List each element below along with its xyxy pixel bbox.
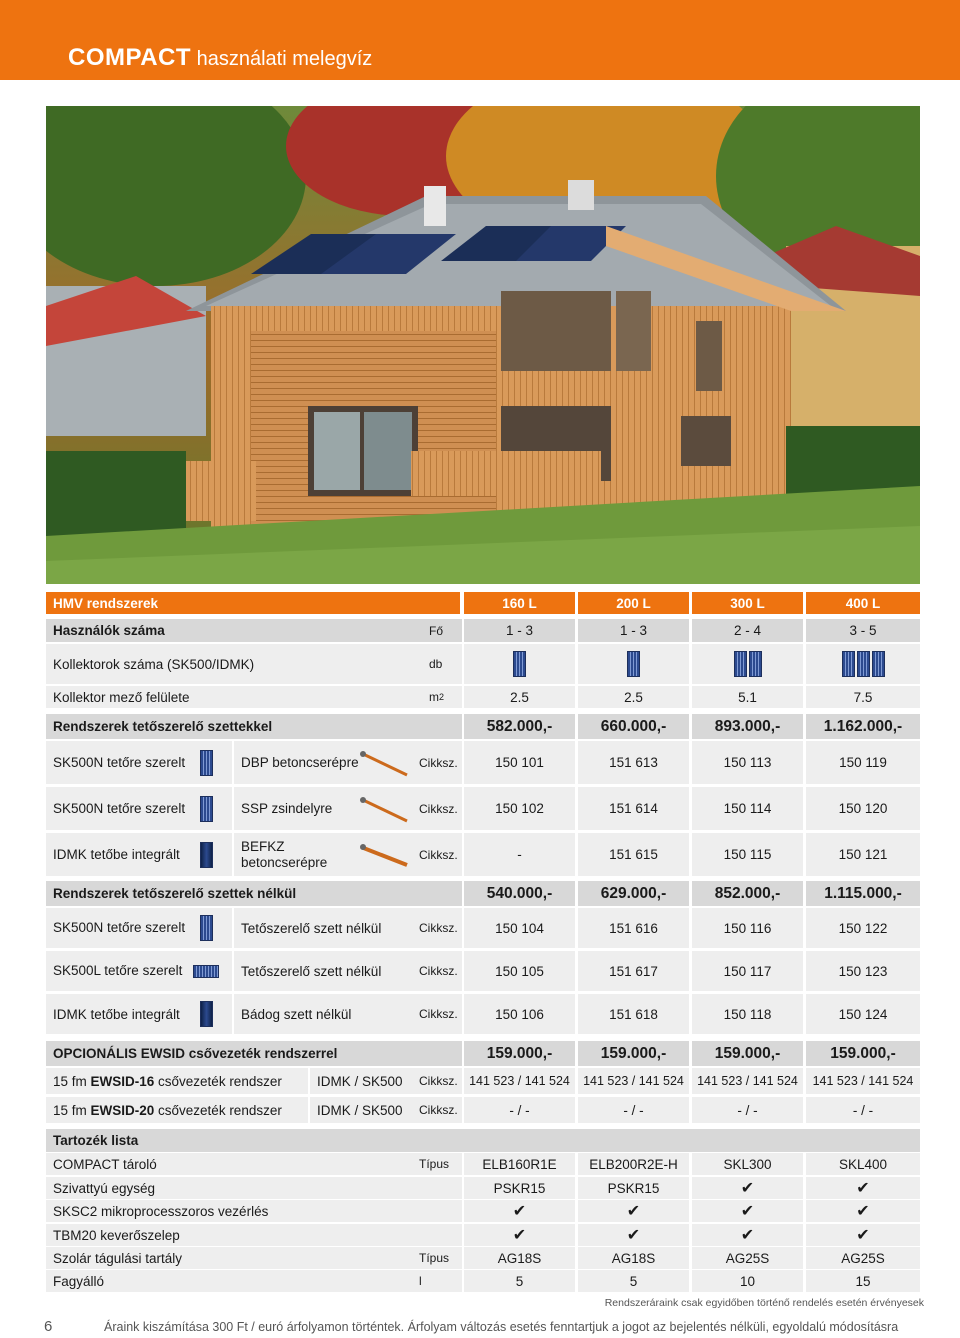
accessory-200: PSKR15 [578,1177,689,1199]
mount-name: Tetőszerelő szett nélkül [234,951,420,991]
footer-disclaimer: Áraink kiszámítása 300 Ft / euró árfolyamon történtek. Árfolyam változás esetés fenntartjuk a jogot az bejelentés nélküli, egyoldalú módosításra [104,1320,899,1334]
table-row [46,644,920,684]
accessory-unit: Típus [412,1247,462,1269]
users-label: Használók száma [46,619,422,642]
with-mount-label: Rendszerek tetőszerelő szettekkel [46,714,462,739]
collectors-200 [578,644,689,684]
accessory-name: Szivattyú egység [46,1177,412,1199]
check-icon: ✔ [806,1177,920,1199]
accessory-200: ELB200R2E-H [578,1153,689,1175]
code-200: 151 614 [578,787,689,830]
pipe-prefix: 15 fm [53,1102,91,1118]
code-160: 150 104 [464,908,575,948]
collectors-label: Kollektorok száma (SK500/IDMK) [46,644,422,684]
table-row [46,951,920,991]
table-row [46,833,920,876]
code-400: 150 124 [806,994,920,1034]
pipe-system-name [46,1097,308,1123]
area-300: 5.1 [692,686,803,708]
code-300: 150 113 [692,741,803,784]
area-label: Kollektor mező felülete [46,686,422,708]
section-header-ewsid [46,1041,920,1066]
code-160: 150 105 [464,951,575,991]
mounting-hook-icon [357,795,413,825]
code-300: - / - [692,1097,803,1123]
accessory-300: SKL300 [692,1153,803,1175]
with-mount-price-200: 660.000,- [578,714,689,739]
collectors-400 [806,644,920,684]
integrated-collector-icon [196,833,216,876]
section-header-with-mount [46,714,920,739]
code-unit: Cikksz. [412,1097,462,1123]
table-row [46,741,920,784]
area-unit-base: m [429,690,439,704]
without-mount-label: Rendszerek tetőszerelő szettek nélkül [46,881,462,906]
code-400: 150 123 [806,951,920,991]
col-400: 400 L [806,592,920,614]
title-rest: használati melegvíz [196,48,373,70]
table-row [46,1200,920,1222]
table-row [46,1153,920,1175]
users-160: 1 - 3 [464,619,575,642]
ewsid-price-300: 159.000,- [692,1041,803,1066]
code-unit: Cikksz. [412,833,462,876]
accessory-unit [412,1200,462,1222]
without-mount-price-160: 540.000,- [464,881,575,906]
accessory-unit: l [412,1270,462,1292]
area-unit [422,686,462,708]
code-400: 150 121 [806,833,920,876]
accessory-400: 15 [806,1270,920,1292]
accessory-unit [412,1224,462,1246]
accessory-name: TBM20 keverőszelep [46,1224,412,1246]
accessory-400: SKL400 [806,1153,920,1175]
code-400: - / - [806,1097,920,1123]
mount-name: SSP zsindelyre [234,787,420,830]
code-200: - / - [578,1097,689,1123]
pipe-prefix: 15 fm [53,1073,91,1089]
without-mount-price-300: 852.000,- [692,881,803,906]
table-row [46,1097,920,1123]
mount-name: DBP betoncserépre [234,741,420,784]
code-unit: Cikksz. [412,741,462,784]
accessory-160: AG18S [464,1247,575,1269]
accessory-400: AG25S [806,1247,920,1269]
check-icon: ✔ [578,1224,689,1246]
check-icon: ✔ [464,1224,575,1246]
table-row [46,1177,920,1199]
table-header-label: HMV rendszerek [46,592,460,614]
accessories-label: Tartozék lista [46,1129,920,1152]
section-header-accessories [46,1129,920,1152]
system-name: SK500N tetőre szerelt [46,908,232,948]
area-400: 7.5 [806,686,920,708]
section-header-without-mount [46,881,920,906]
users-400: 3 - 5 [806,619,920,642]
pipe-fits: IDMK / SK500 [310,1068,412,1094]
code-unit: Cikksz. [412,994,462,1034]
accessory-name: Szolár tágulási tartály [46,1247,412,1269]
check-icon: ✔ [464,1200,575,1222]
collector-panel-icon [734,651,747,677]
code-200: 151 613 [578,741,689,784]
house-with-solar-collectors-photo [46,106,920,584]
users-200: 1 - 3 [578,619,689,642]
code-200: 151 618 [578,994,689,1034]
pipe-suffix: csővezeték rendszer [154,1073,282,1089]
table-row [46,994,920,1034]
collector-panel-icon [513,651,526,677]
page-number: 6 [44,1318,53,1335]
with-mount-price-300: 893.000,- [692,714,803,739]
collectors-300 [692,644,803,684]
table-row [46,1224,920,1246]
system-name: IDMK tetőbe integrált [46,994,232,1034]
code-200: 151 617 [578,951,689,991]
pipe-suffix: csővezeték rendszer [154,1102,282,1118]
code-160: 141 523 / 141 524 [464,1068,575,1094]
col-300: 300 L [692,592,803,614]
check-icon: ✔ [806,1224,920,1246]
mounting-hook-icon [357,841,413,871]
code-300: 150 116 [692,908,803,948]
footer-note: Rendszeráraink csak egyidőben történő rendelés esetén érvényesek [604,1297,924,1309]
page-title [68,44,372,72]
code-200: 141 523 / 141 524 [578,1068,689,1094]
with-mount-price-400: 1.162.000,- [806,714,920,739]
collector-panel-icon [196,908,216,948]
accessory-300: 10 [692,1270,803,1292]
accessory-unit [412,1177,462,1199]
table-row [46,619,920,642]
table-header-row [46,592,920,614]
horizontal-collector-icon [192,951,220,991]
code-300: 150 117 [692,951,803,991]
pipe-fits: IDMK / SK500 [310,1097,412,1123]
collector-panel-icon [196,741,216,784]
code-200: 151 615 [578,833,689,876]
check-icon: ✔ [578,1200,689,1222]
code-unit: Cikksz. [412,787,462,830]
pipe-system-name [46,1068,308,1094]
system-name: IDMK tetőbe integrált [46,833,232,876]
code-160: - [464,833,575,876]
code-400: 141 523 / 141 524 [806,1068,920,1094]
code-unit: Cikksz. [412,951,462,991]
table-row [46,787,920,830]
accessory-200: 5 [578,1270,689,1292]
accessory-name: Fagyálló [46,1270,412,1292]
ewsid-price-200: 159.000,- [578,1041,689,1066]
code-160: - / - [464,1097,575,1123]
code-200: 151 616 [578,908,689,948]
accessory-unit: Típus [412,1153,462,1175]
users-unit: Fő [422,619,462,642]
collector-panel-icon [842,651,855,677]
check-icon: ✔ [692,1177,803,1199]
without-mount-price-200: 629.000,- [578,881,689,906]
code-160: 150 106 [464,994,575,1034]
check-icon: ✔ [692,1224,803,1246]
system-name: SK500N tetőre szerelt [46,741,232,784]
accessory-300: AG25S [692,1247,803,1269]
code-400: 150 122 [806,908,920,948]
table-row [46,1270,920,1292]
collector-panel-icon [857,651,870,677]
code-300: 141 523 / 141 524 [692,1068,803,1094]
title-bold: COMPACT [68,44,192,71]
code-300: 150 118 [692,994,803,1034]
col-160: 160 L [464,592,575,614]
ewsid-label: OPCIONÁLIS EWSID csővezeték rendszerrel [46,1041,462,1066]
mounting-hook-icon [357,749,413,779]
code-160: 150 102 [464,787,575,830]
accessory-160: 5 [464,1270,575,1292]
mount-name: BEFKZ betoncserépre [234,833,420,876]
table-row [46,1068,920,1094]
with-mount-price-160: 582.000,- [464,714,575,739]
code-300: 150 115 [692,833,803,876]
check-icon: ✔ [806,1200,920,1222]
collectors-unit: db [422,644,462,684]
code-400: 150 119 [806,741,920,784]
integrated-collector-icon [196,994,216,1034]
collector-panel-icon [872,651,885,677]
accessory-160: ELB160R1E [464,1153,575,1175]
check-icon: ✔ [692,1200,803,1222]
accessory-name: SKSC2 mikroprocesszoros vezérlés [46,1200,412,1222]
ewsid-price-160: 159.000,- [464,1041,575,1066]
pipe-model: EWSID-20 [90,1102,155,1118]
code-unit: Cikksz. [412,1068,462,1094]
accessory-160: PSKR15 [464,1177,575,1199]
code-160: 150 101 [464,741,575,784]
area-200: 2.5 [578,686,689,708]
collector-panel-icon [627,651,640,677]
system-name: SK500N tetőre szerelt [46,787,232,830]
pipe-model: EWSID-16 [90,1073,155,1089]
code-300: 150 114 [692,787,803,830]
mount-name: Tetőszerelő szett nélkül [234,908,420,948]
mount-name: Bádog szett nélkül [234,994,420,1034]
without-mount-price-400: 1.115.000,- [806,881,920,906]
col-200: 200 L [578,592,689,614]
table-row [46,686,920,708]
table-row [46,1247,920,1269]
collector-panel-icon [749,651,762,677]
table-row [46,908,920,948]
ewsid-price-400: 159.000,- [806,1041,920,1066]
accessory-name: COMPACT tároló [46,1153,412,1175]
users-300: 2 - 4 [692,619,803,642]
collectors-160 [464,644,575,684]
area-unit-sup: 2 [439,692,445,702]
accessory-200: AG18S [578,1247,689,1269]
code-unit: Cikksz. [412,908,462,948]
code-400: 150 120 [806,787,920,830]
system-name: SK500L tetőre szerelt [46,951,232,991]
area-160: 2.5 [464,686,575,708]
collector-panel-icon [196,787,216,830]
